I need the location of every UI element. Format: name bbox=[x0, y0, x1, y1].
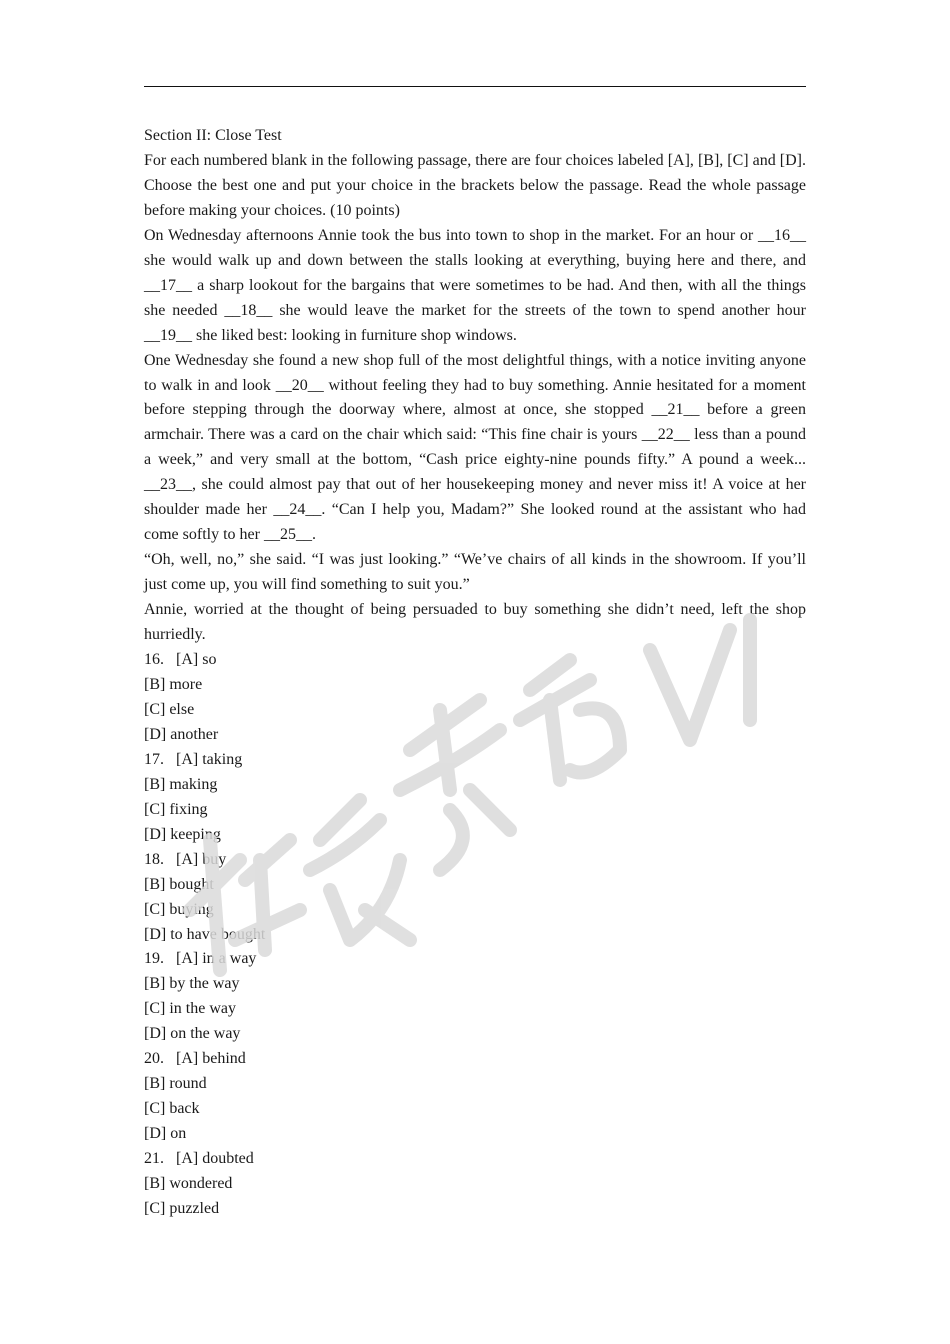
question-20 bbox=[144, 1047, 806, 1147]
question-17 bbox=[144, 748, 806, 848]
option-a: [A] taking bbox=[176, 750, 243, 768]
section-instructions: For each numbered blank in the following passage, there are four choices labeled [A], [B], [C] and [D]. Choose the best one and put your choice in the brackets below the passage. Read the whole passage before making your choices. (10 points) bbox=[144, 151, 806, 219]
option-a: [A] doubted bbox=[176, 1150, 254, 1168]
question-number: 18. bbox=[144, 850, 164, 868]
option-a: [A] in a way bbox=[176, 950, 257, 968]
question-18 bbox=[144, 848, 806, 948]
passage-paragraph: Annie, worried at the thought of being persuaded to buy something she didn’t need, left the shop hurriedly. bbox=[144, 601, 806, 644]
question-16 bbox=[144, 648, 806, 748]
option-c: [C] back bbox=[144, 1100, 200, 1118]
option-c: [C] else bbox=[144, 700, 195, 718]
document-body bbox=[144, 124, 806, 1222]
option-c: [C] in the way bbox=[144, 1000, 236, 1018]
passage-paragraph: “Oh, well, no,” she said. “I was just looking.” “We’ve chairs of all kinds in the showroom. If you’ll just come up, you will find something to suit you.” bbox=[144, 551, 806, 594]
option-d: [D] keeping bbox=[144, 825, 221, 843]
option-b: [B] round bbox=[144, 1075, 207, 1093]
option-b: [B] making bbox=[144, 775, 218, 793]
question-number: 20. bbox=[144, 1050, 164, 1068]
question-number: 17. bbox=[144, 750, 164, 768]
option-a: [A] so bbox=[176, 651, 217, 669]
passage-paragraph: One Wednesday she found a new shop full of the most delightful things, with a notice inviting anyone to walk in and look __20__ without feeling they had to buy something. Annie hesitated for a moment before stepping through the doorway where, almost at once, she stopped __21__ before a green armchair. There was a card on the chair which said: “This fine chair is yours __22__ less than a pound a week,” and very small at the bottom, “Cash price eighty-nine pounds fifty.” A pound a week... __23__, she could almost pay that out of her housekeeping money and never miss it! A voice at her shoulder made her __24__. “Can I help you, Madam?” She looked round at the assistant who had come softly to her __25__. bbox=[144, 351, 806, 544]
passage-paragraph: On Wednesday afternoons Annie took the bus into town to shop in the market. For an hour or __16__ she would walk up and down between the stalls looking at everything, buying here and there, and __17__ a sharp lookout for the bargains that were sometimes to be had. And then, with all the things she needed __18__ she would leave the market for the streets of the town to spend another hour __19__ she liked best: looking in furniture shop windows. bbox=[144, 226, 806, 344]
option-c: [C] puzzled bbox=[144, 1199, 220, 1217]
option-b: [B] more bbox=[144, 675, 203, 693]
header-rule bbox=[144, 86, 806, 87]
question-19 bbox=[144, 947, 806, 1047]
question-number: 21. bbox=[144, 1150, 164, 1168]
option-a: [A] behind bbox=[176, 1050, 246, 1068]
option-b: [B] wondered bbox=[144, 1175, 233, 1193]
option-a: [A] buy bbox=[176, 850, 227, 868]
option-b: [B] bought bbox=[144, 875, 214, 893]
option-d: [D] on bbox=[144, 1125, 187, 1143]
option-c: [C] fixing bbox=[144, 800, 208, 818]
question-number: 16. bbox=[144, 651, 164, 669]
option-c: [C] buying bbox=[144, 900, 214, 918]
option-d: [D] another bbox=[144, 725, 219, 743]
option-d: [D] to have bought bbox=[144, 925, 266, 943]
option-d: [D] on the way bbox=[144, 1025, 241, 1043]
question-number: 19. bbox=[144, 950, 164, 968]
section-title: Section II: Close Test bbox=[144, 127, 282, 144]
option-b: [B] by the way bbox=[144, 975, 240, 993]
question-21 bbox=[144, 1147, 806, 1222]
